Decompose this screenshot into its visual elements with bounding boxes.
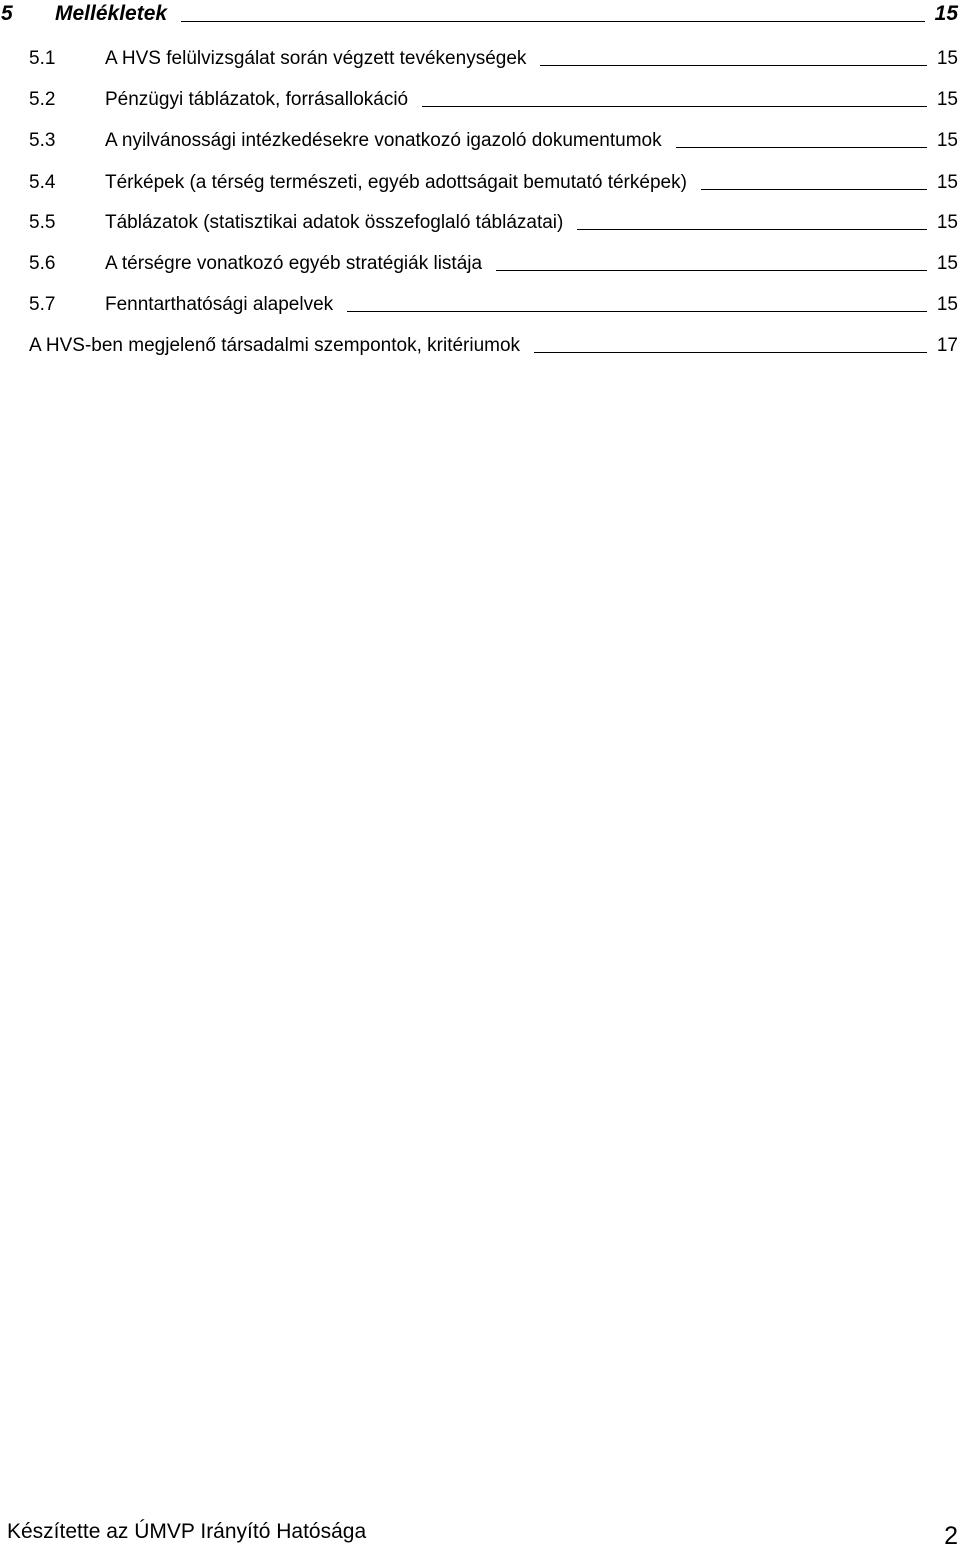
- footer-page-number: 2: [944, 1522, 958, 1550]
- toc-entry-5-5[interactable]: [0, 200, 960, 234]
- toc-entry-5-3[interactable]: [0, 118, 960, 152]
- toc-entry-social-criteria[interactable]: [0, 323, 960, 357]
- toc-leader-line: [534, 352, 927, 353]
- toc-entry-5-7[interactable]: [0, 282, 960, 316]
- toc-leader-line: [347, 311, 927, 312]
- toc-entry-title: Fenntarthatósági alapelvek: [105, 294, 334, 315]
- toc-leader-line: [422, 106, 927, 107]
- toc-entry-number: 5.6: [29, 253, 56, 274]
- toc-entry-page: 17: [936, 335, 958, 356]
- toc-entry-number: 5.2: [29, 89, 56, 110]
- toc-entry-number: 5.1: [29, 48, 56, 69]
- toc-entry-number: 5.3: [29, 130, 56, 151]
- toc-entry-page: 15: [936, 89, 958, 110]
- toc-entry-number: 5: [1, 2, 13, 25]
- toc-entry-title: Mellékletek: [55, 2, 168, 25]
- toc-leader-line: [496, 270, 927, 271]
- toc-entry-title: Táblázatok (statisztikai adatok összefoglaló táblázatai): [105, 212, 564, 233]
- toc-entry-title: Térképek (a térség természeti, egyéb adottságait bemutató térképek): [105, 172, 687, 193]
- toc-entry-page: 15: [936, 172, 958, 193]
- page-footer: [0, 1518, 960, 1550]
- toc-entry-page: 15: [936, 253, 958, 274]
- toc-leader-line: [577, 229, 927, 230]
- toc-entry-title: A nyilvánossági intézkedésekre vonatkozó igazoló dokumentumok: [105, 130, 662, 151]
- toc-leader-line: [676, 147, 927, 148]
- toc-entry-5-2[interactable]: [0, 77, 960, 111]
- toc-entry-title: A HVS-ben megjelenő társadalmi szempontok, kritériumok: [29, 335, 521, 356]
- toc-entry-title: Pénzügyi táblázatok, forrásallokáció: [105, 89, 409, 110]
- toc-entry-title: A HVS felülvizsgálat során végzett tevékenységek: [105, 48, 527, 69]
- toc-leader-line: [701, 189, 927, 190]
- toc-entry-5-1[interactable]: [0, 36, 960, 70]
- toc-entry-number: 5.4: [29, 172, 56, 193]
- toc-entry-title: A térségre vonatkozó egyéb stratégiák listája: [105, 253, 483, 274]
- toc-entry-page: 15: [936, 212, 958, 233]
- toc-entry-page: 15: [936, 130, 958, 151]
- toc-entry-page: 15: [936, 48, 958, 69]
- toc-entry-5[interactable]: [0, 0, 960, 26]
- footer-organization: Készítette az ÚMVP Irányító Hatósága: [7, 1520, 367, 1543]
- toc-entry-page: 15: [934, 2, 958, 25]
- toc-leader-line: [181, 21, 925, 22]
- toc-entry-number: 5.5: [29, 212, 56, 233]
- toc-entry-5-6[interactable]: [0, 241, 960, 275]
- toc-entry-number: 5.7: [29, 294, 56, 315]
- toc-entry-5-4[interactable]: [0, 160, 960, 194]
- toc-entry-page: 15: [936, 294, 958, 315]
- toc-leader-line: [540, 65, 926, 66]
